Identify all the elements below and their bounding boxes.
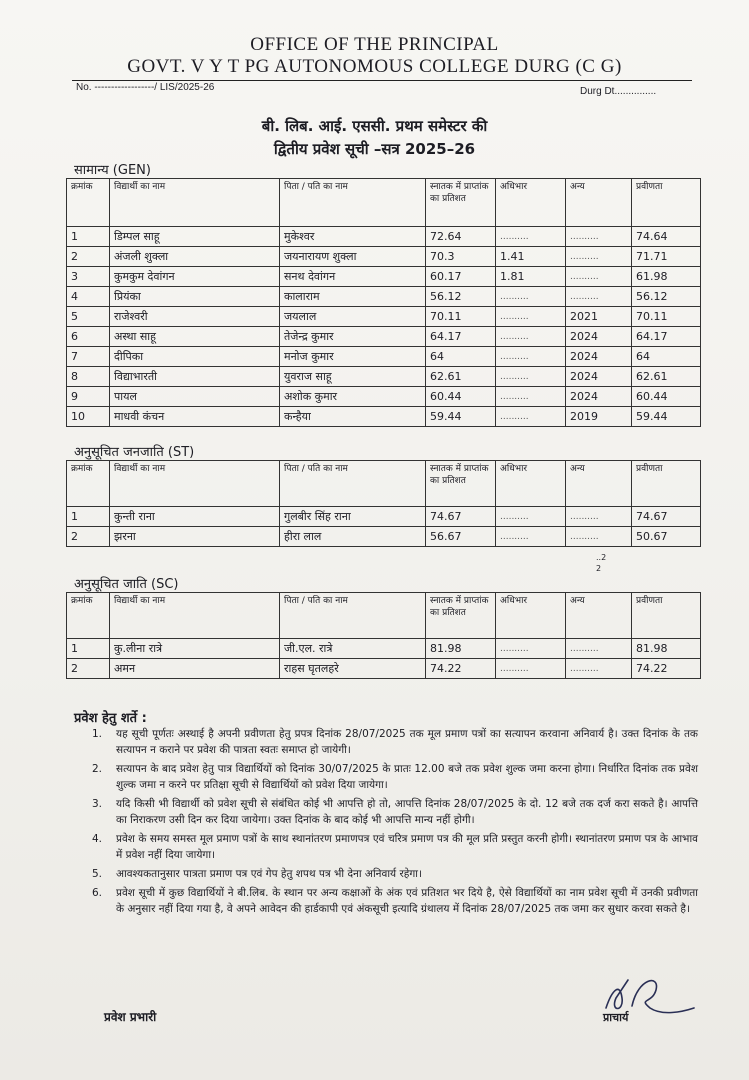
cell-percent: 59.44 — [426, 407, 496, 427]
cell-percent: 70.3 — [426, 247, 496, 267]
cell-weightage: .......... — [496, 407, 566, 427]
condition-item — [92, 796, 698, 828]
cell-father-name: जयनारायण शुक्ला — [280, 247, 426, 267]
col-header-name: विद्यार्थी का नाम — [110, 179, 280, 227]
condition-item — [92, 831, 698, 863]
condition-item — [92, 885, 698, 917]
cell-merit: 64.17 — [632, 327, 701, 347]
cell-other: .......... — [566, 639, 632, 659]
cell-other: .......... — [566, 227, 632, 247]
table-header-row — [67, 593, 701, 639]
gen-table — [66, 178, 701, 427]
cell-weightage: .......... — [496, 527, 566, 547]
table-header-row — [67, 179, 701, 227]
table-row — [67, 327, 701, 347]
condition-item — [92, 866, 698, 882]
table-row — [67, 347, 701, 367]
cell-weightage: .......... — [496, 287, 566, 307]
col-header-merit: प्रवीणता — [632, 593, 701, 639]
cell-student-name: दीपिका — [110, 347, 280, 367]
cell-merit: 74.64 — [632, 227, 701, 247]
cell-sno: 8 — [67, 367, 110, 387]
cell-weightage: .......... — [496, 347, 566, 367]
cell-percent: 62.61 — [426, 367, 496, 387]
cell-student-name: प्रियंका — [110, 287, 280, 307]
condition-text: यह सूची पूर्णतः अस्थाई है अपनी प्रवीणता हेतु प्रपत्र दिनांक 28/07/2025 तक मूल प्रमाण पत्रों का सत्यापन करवाना अनिवार्य है। उक्त दिनांक के तक सत्यापन न कराने पर प्रवेश की पात्रता स्वतः समाप्त हो जायेगी। — [116, 728, 698, 756]
condition-text: आवश्यकतानुसार पात्रता प्रमाण पत्र एवं गेप हेतु शपथ पत्र भी देना अनिवार्य रहेगा। — [116, 868, 422, 880]
conditions-list — [92, 726, 698, 920]
cell-father-name: तेजेन्द्र कुमार — [280, 327, 426, 347]
cell-student-name: अंजली शुक्ला — [110, 247, 280, 267]
col-header-name: विद्यार्थी का नाम — [110, 593, 280, 639]
cell-student-name: पायल — [110, 387, 280, 407]
cell-father-name: राहस घृतलहरे — [280, 659, 426, 679]
principal-label: प्राचार्य — [603, 1011, 629, 1024]
cell-father-name: कन्हैया — [280, 407, 426, 427]
col-header-weightage: अधिभार — [496, 461, 566, 507]
col-header-father: पिता / पति का नाम — [280, 593, 426, 639]
cell-sno: 2 — [67, 527, 110, 547]
cell-merit: 62.61 — [632, 367, 701, 387]
cell-father-name: जी.एल. रात्रे — [280, 639, 426, 659]
table-row — [67, 387, 701, 407]
condition-text: सत्यापन के बाद प्रवेश हेतु पात्र विद्यार्थियों को दिनांक 30/07/2025 के प्रातः 12.00 बजे तक प्रवेश शुल्क जमा करना होगा। निर्धारित दिनांक तक प्रवेश शुल्क जमा न करने पर प्रतिक्षा सूची से विद्यार्थियों को प्रवेश दिया जायेगा। — [116, 763, 698, 791]
col-header-name: विद्यार्थी का नाम — [110, 461, 280, 507]
cell-sno: 1 — [67, 639, 110, 659]
cell-father-name: सनथ देवांगन — [280, 267, 426, 287]
cell-father-name: अशोक कुमार — [280, 387, 426, 407]
cell-sno: 4 — [67, 287, 110, 307]
table-row — [67, 287, 701, 307]
cell-weightage: .......... — [496, 639, 566, 659]
condition-item — [92, 761, 698, 793]
cell-sno: 6 — [67, 327, 110, 347]
cell-weightage: .......... — [496, 327, 566, 347]
cell-percent: 56.67 — [426, 527, 496, 547]
cell-weightage: .......... — [496, 507, 566, 527]
cell-student-name: अमन — [110, 659, 280, 679]
condition-number: 2. — [92, 763, 103, 775]
col-header-merit: प्रवीणता — [632, 179, 701, 227]
condition-number: 3. — [92, 798, 103, 810]
table-header-row — [67, 461, 701, 507]
cell-percent: 60.44 — [426, 387, 496, 407]
college-heading: GOVT. V Y T PG AUTONOMOUS COLLEGE DURG (C G) — [127, 56, 622, 77]
cell-percent: 74.22 — [426, 659, 496, 679]
cell-percent: 60.17 — [426, 267, 496, 287]
st-table — [66, 460, 701, 547]
col-header-father: पिता / पति का नाम — [280, 461, 426, 507]
page-marker-line2: 2 — [596, 564, 602, 573]
list-title-line1: बी. लिब. आई. एससी. प्रथम समेस्टर की — [261, 117, 488, 135]
cell-student-name: डिम्पल साहू — [110, 227, 280, 247]
cell-merit: 70.11 — [632, 307, 701, 327]
cell-other: 2024 — [566, 347, 632, 367]
condition-item — [92, 726, 698, 758]
page-marker-line1: ..2 — [596, 553, 607, 562]
cell-student-name: राजेश्वरी — [110, 307, 280, 327]
condition-text: प्रवेश के समय समस्त मूल प्रमाण पत्रों के साथ स्थानांतरण प्रमाणपत्र एवं चरित्र प्रमाण पत्र की मूल प्रति प्रस्तुत करनी होगी। स्थानांतरण प्रमाण पत्र के आभाव में प्रवेश नहीं दिया जायेगा। — [116, 833, 698, 861]
cell-weightage: .......... — [496, 307, 566, 327]
cell-other: 2021 — [566, 307, 632, 327]
cell-sno: 2 — [67, 247, 110, 267]
cell-other: 2024 — [566, 327, 632, 347]
cell-other: .......... — [566, 527, 632, 547]
section-title-st: अनुसूचित जनजाति (ST) — [74, 445, 195, 460]
col-header-sno: क्रमांक — [67, 593, 110, 639]
cell-percent: 81.98 — [426, 639, 496, 659]
cell-percent: 64 — [426, 347, 496, 367]
condition-number: 5. — [92, 868, 103, 880]
cell-other: 2024 — [566, 367, 632, 387]
cell-student-name: कु.लीना रात्रे — [110, 639, 280, 659]
col-header-sno: क्रमांक — [67, 179, 110, 227]
table-row — [67, 307, 701, 327]
cell-merit: 64 — [632, 347, 701, 367]
col-header-other: अन्य — [566, 179, 632, 227]
cell-father-name: हीरा लाल — [280, 527, 426, 547]
cell-weightage: .......... — [496, 367, 566, 387]
cell-father-name: कालाराम — [280, 287, 426, 307]
cell-percent: 64.17 — [426, 327, 496, 347]
cell-other: .......... — [566, 659, 632, 679]
cell-other: .......... — [566, 267, 632, 287]
table-row — [67, 639, 701, 659]
cell-weightage: .......... — [496, 227, 566, 247]
cell-merit: 81.98 — [632, 639, 701, 659]
list-title-line2: द्वितीय प्रवेश सूची –सत्र 2025–26 — [273, 140, 476, 158]
col-header-weightage: अधिभार — [496, 179, 566, 227]
cell-merit: 50.67 — [632, 527, 701, 547]
page-marker — [596, 552, 606, 574]
cell-other: .......... — [566, 507, 632, 527]
cell-sno: 5 — [67, 307, 110, 327]
table-row — [67, 367, 701, 387]
cell-merit: 74.67 — [632, 507, 701, 527]
table-row — [67, 527, 701, 547]
cell-merit: 61.98 — [632, 267, 701, 287]
condition-number: 6. — [92, 887, 103, 899]
table-row — [67, 507, 701, 527]
col-header-percent: स्नातक में प्राप्तांक का प्रतिशत — [426, 461, 496, 507]
table-row — [67, 659, 701, 679]
cell-percent: 70.11 — [426, 307, 496, 327]
cell-father-name: मनोज कुमार — [280, 347, 426, 367]
cell-student-name: झरना — [110, 527, 280, 547]
cell-merit: 60.44 — [632, 387, 701, 407]
table-row — [67, 247, 701, 267]
cell-sno: 2 — [67, 659, 110, 679]
date-line: Durg Dt............... — [580, 86, 657, 97]
col-header-father: पिता / पति का नाम — [280, 179, 426, 227]
condition-number: 4. — [92, 833, 103, 845]
office-heading: OFFICE OF THE PRINCIPAL — [250, 34, 499, 55]
cell-other: .......... — [566, 247, 632, 267]
cell-other: .......... — [566, 287, 632, 307]
cell-sno: 3 — [67, 267, 110, 287]
cell-percent: 72.64 — [426, 227, 496, 247]
condition-text: यदि किसी भी विद्यार्थी को प्रवेश सूची से संबंधित कोई भी आपत्ति हो तो, आपत्ति दिनांक 28/07/2025 के दो. 12 बजे तक दर्ज करा सकते है। आपत्ति का निराकरण उसी दिन कर दिया जायेगा। उक्त दिनांक के बाद कोई भी आपत्ति मान्य नहीं होगी। — [116, 798, 698, 826]
cell-father-name: गुलबीर सिंह राना — [280, 507, 426, 527]
cell-sno: 7 — [67, 347, 110, 367]
cell-percent: 74.67 — [426, 507, 496, 527]
cell-weightage: .......... — [496, 659, 566, 679]
col-header-other: अन्य — [566, 461, 632, 507]
col-header-merit: प्रवीणता — [632, 461, 701, 507]
cell-student-name: विद्याभारती — [110, 367, 280, 387]
cell-merit: 74.22 — [632, 659, 701, 679]
cell-weightage: 1.81 — [496, 267, 566, 287]
header-rule — [72, 80, 692, 81]
cell-merit: 56.12 — [632, 287, 701, 307]
cell-merit: 59.44 — [632, 407, 701, 427]
cell-other: 2024 — [566, 387, 632, 407]
table-row — [67, 267, 701, 287]
conditions-title: प्रवेश हेतु शर्ते : — [74, 711, 147, 726]
table-row — [67, 227, 701, 247]
cell-percent: 56.12 — [426, 287, 496, 307]
cell-sno: 10 — [67, 407, 110, 427]
cell-sno: 1 — [67, 507, 110, 527]
condition-number: 1. — [92, 728, 103, 740]
cell-weightage: 1.41 — [496, 247, 566, 267]
cell-weightage: .......... — [496, 387, 566, 407]
cell-student-name: माधवी कंचन — [110, 407, 280, 427]
cell-sno: 9 — [67, 387, 110, 407]
cell-father-name: मुकेश्वर — [280, 227, 426, 247]
condition-text: प्रवेश सूची में कुछ विद्यार्थियों ने बी.लिब. के स्थान पर अन्य कक्षाओं के अंक एवं प्रतिशत भर दिये है, ऐसे विद्यार्थियों का नाम प्रवेश सूची में उनकी प्रवीणता के अनुसार नहीं दिया गया है, वे अपने आवेदन की हार्डकापी एवं अंकसूची इत्यादि ग्रंथालय में दिनांक 28/07/2025 तक जमा कर सुधार करवा सकते है। — [116, 887, 698, 915]
cell-student-name: अस्था साहू — [110, 327, 280, 347]
cell-sno: 1 — [67, 227, 110, 247]
cell-father-name: युवराज साहू — [280, 367, 426, 387]
section-title-gen: सामान्य (GEN) — [74, 163, 151, 178]
cell-student-name: कुमकुम देवांगन — [110, 267, 280, 287]
col-header-weightage: अधिभार — [496, 593, 566, 639]
reference-number: No. ------------------/ LIS/2025-26 — [76, 82, 215, 93]
col-header-sno: क्रमांक — [67, 461, 110, 507]
col-header-other: अन्य — [566, 593, 632, 639]
admission-incharge-label: प्रवेश प्रभारी — [104, 1010, 157, 1024]
col-header-percent: स्नातक में प्राप्तांक का प्रतिशत — [426, 593, 496, 639]
cell-student-name: कुन्ती राना — [110, 507, 280, 527]
cell-other: 2019 — [566, 407, 632, 427]
section-title-sc: अनुसूचित जाति (SC) — [74, 577, 179, 592]
col-header-percent: स्नातक में प्राप्तांक का प्रतिशत — [426, 179, 496, 227]
cell-father-name: जयलाल — [280, 307, 426, 327]
sc-table — [66, 592, 701, 679]
cell-merit: 71.71 — [632, 247, 701, 267]
table-row — [67, 407, 701, 427]
